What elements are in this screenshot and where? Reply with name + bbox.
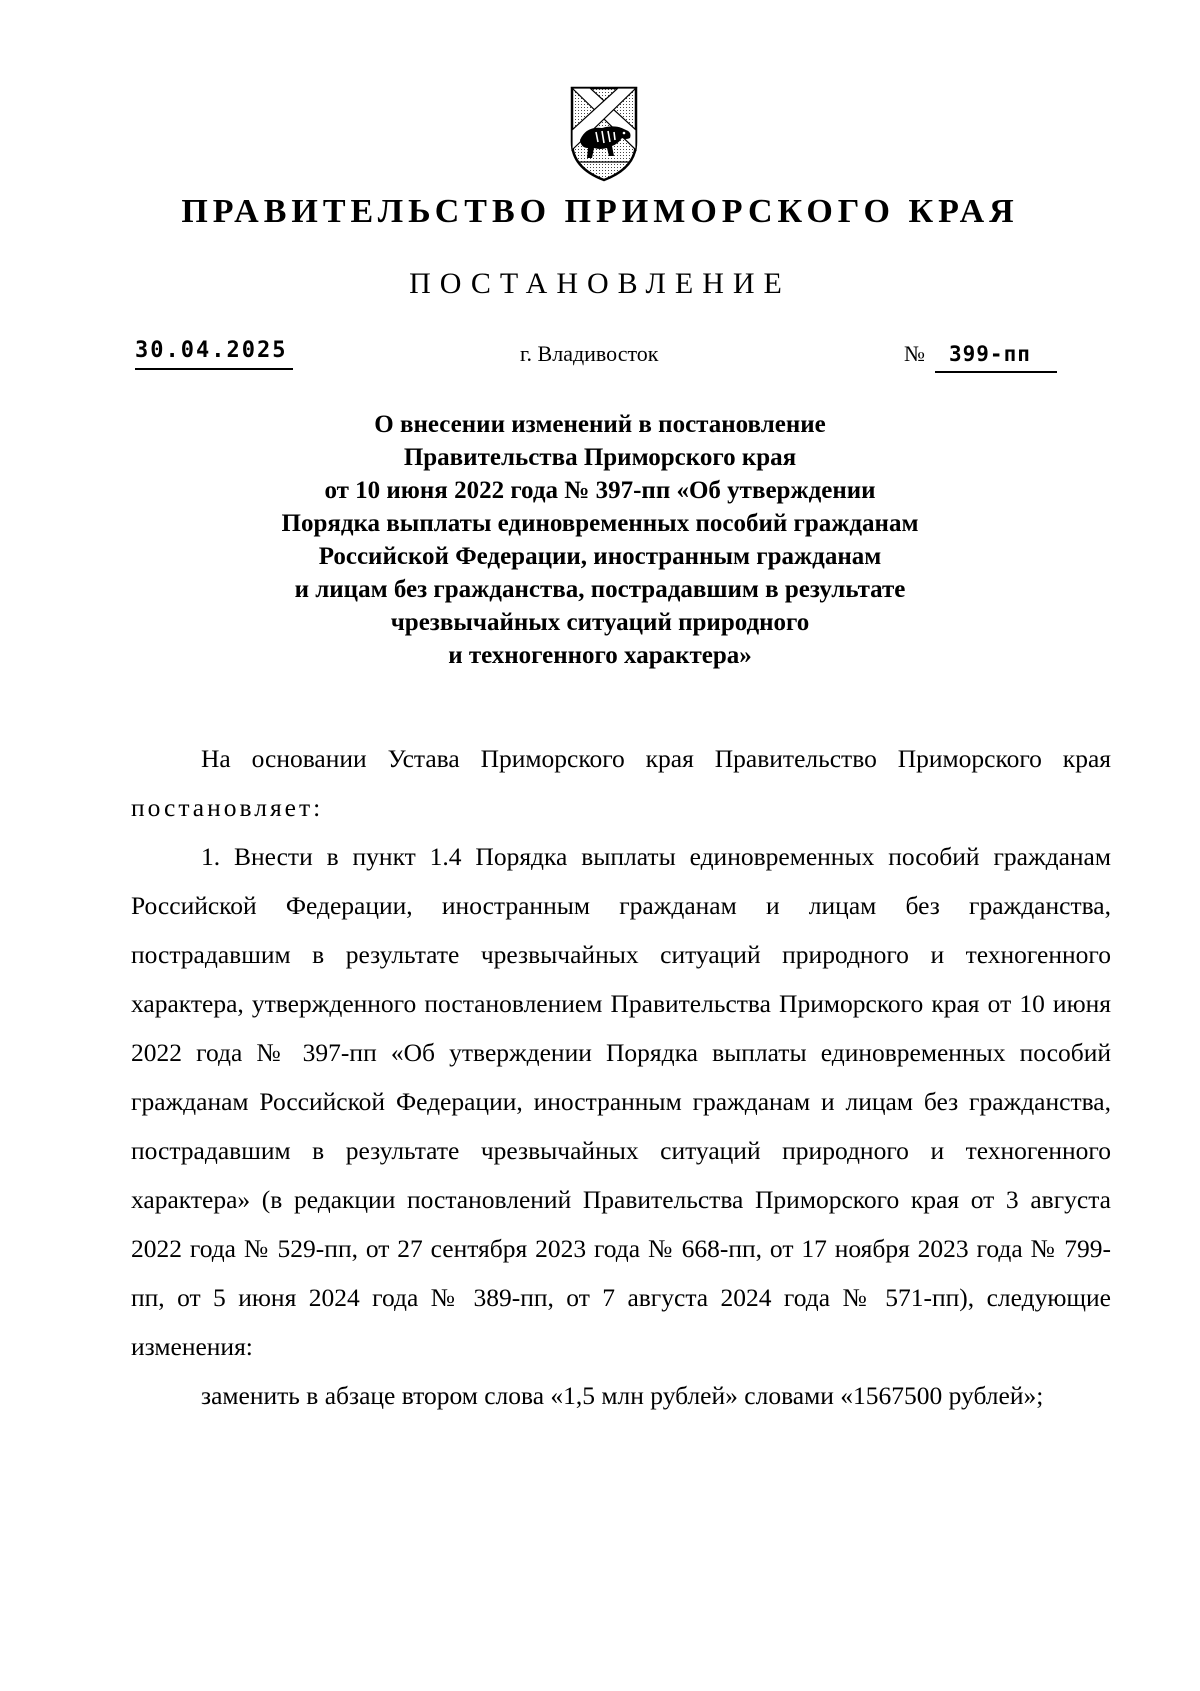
title-line: Порядка выплаты единовременных пособий гражданам xyxy=(281,510,919,537)
title-line: от 10 июня 2022 года № 397-пп «Об утверждении xyxy=(324,477,876,504)
title-line: и лицам без гражданства, пострадавшим в результате xyxy=(294,576,906,603)
coat-of-arms-icon xyxy=(566,80,642,183)
document-city: г. Владивосток xyxy=(520,341,659,366)
resolves-word: постановляет: xyxy=(131,793,324,822)
title-line: О внесении изменений в постановление xyxy=(374,411,826,438)
document-date: 30.04.2025 xyxy=(135,337,293,370)
title-line: Правительства Приморского края xyxy=(403,444,797,471)
paragraph-amendment: заменить в абзаце втором слова «1,5 млн рублей» словами «1567500 рублей»; xyxy=(201,1381,1044,1410)
document-title xyxy=(200,408,1000,672)
document-number xyxy=(904,340,1057,373)
paragraph-preamble xyxy=(131,734,1111,832)
document-number-value: 399-пп xyxy=(935,340,1057,373)
title-line: Российской Федерации, иностранным гражданам xyxy=(318,543,882,570)
paragraph-item-1: 1. Внести в пункт 1.4 Порядка выплаты единовременных пособий гражданам Российской Федерации, иностранным гражданам и лицам без гражданства, пострадавшим в результате чрезвычайных ситуаций природного и техногенного характера, утвержденного постановлением Правительства Приморского края от 10 июня 2022 года № 397-пп «Об утверждении Порядка выплаты единовременных пособий гражданам Российской Федерации, иностранным гражданам и лицам без гражданства, пострадавшим в результате чрезвычайных ситуаций природного и техногенного характера» (в редакции постановлений Правительства Приморского края от 3 августа 2022 года № 529-пп, от 27 сентября 2023 года № 668-пп, от 17 ноября 2023 года № 799-пп, от 5 июня 2024 года № 389-пп, от 7 августа 2024 года № 571-пп), следующие изменения: xyxy=(131,842,1111,1361)
preamble-text: На основании Устава Приморского края Правительство Приморского края xyxy=(201,744,1111,773)
government-name: ПРАВИТЕЛЬСТВО ПРИМОРСКОГО КРАЯ xyxy=(181,193,1019,230)
title-line: чрезвычайных ситуаций природного xyxy=(390,609,810,636)
document-type: ПОСТАНОВЛЕНИЕ xyxy=(409,267,791,300)
title-line: и техногенного характера» xyxy=(448,642,752,669)
document-body xyxy=(131,734,1111,1420)
number-sign: № xyxy=(904,341,925,366)
